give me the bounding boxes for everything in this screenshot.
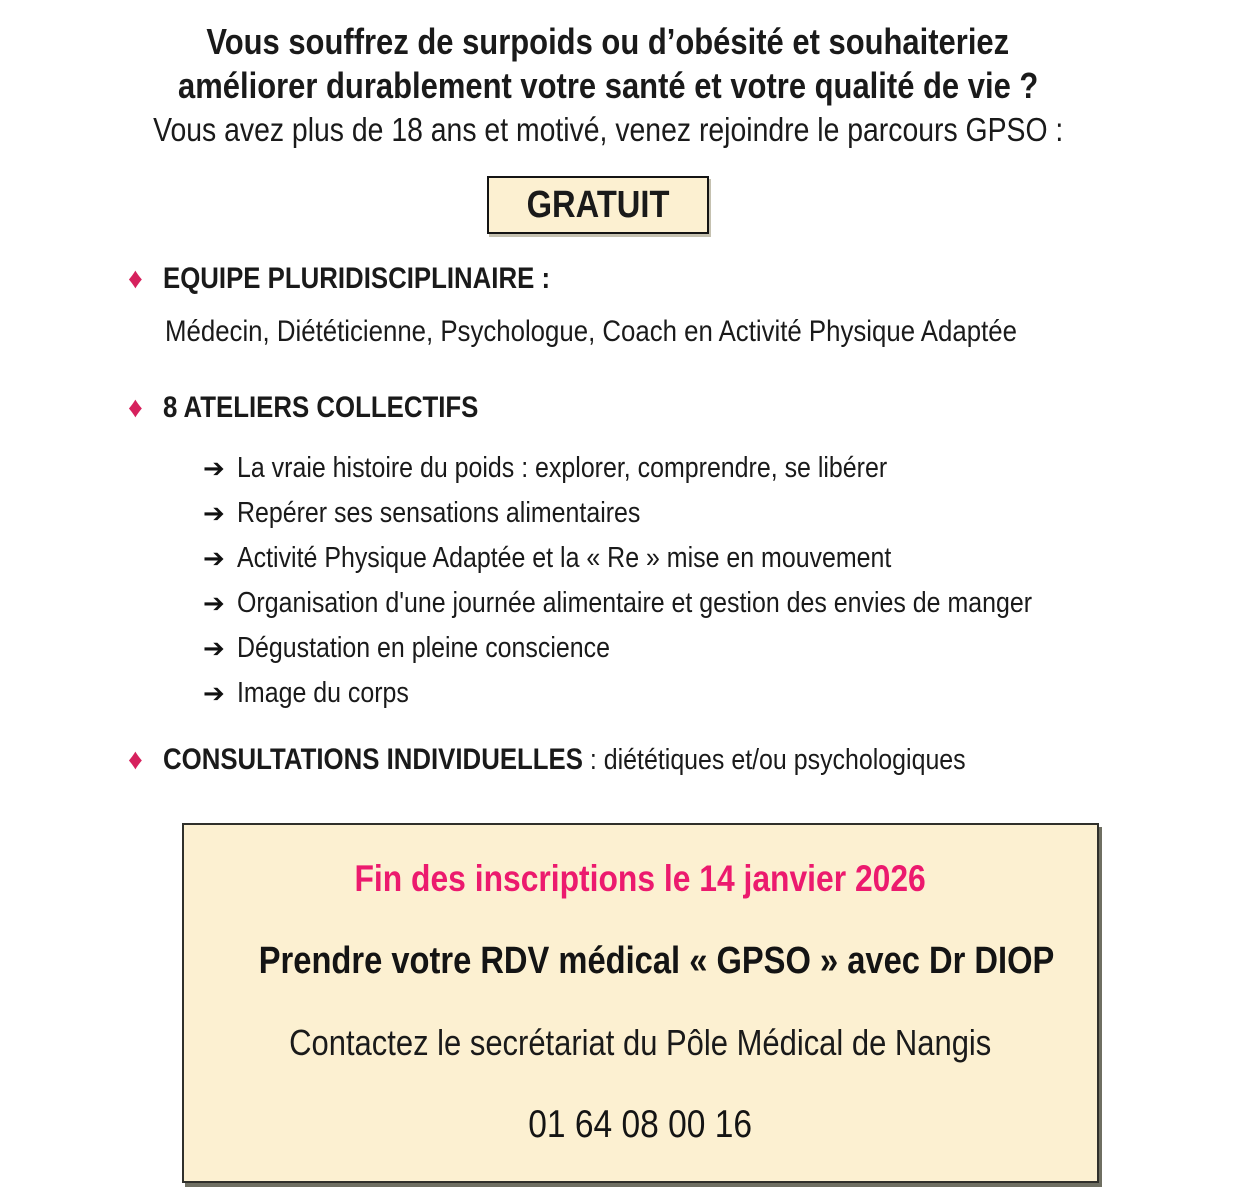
subtitle-text: Vous avez plus de 18 ans et motivé, venez rejoindre le parcours GPSO : <box>152 111 1064 148</box>
list-item <box>203 626 1240 671</box>
workshop-item-text: Dégustation en pleine conscience <box>236 632 610 664</box>
workshop-item-text: Image du corps <box>236 677 409 709</box>
team-members-text: Médecin, Diététicienne, Psychologue, Coach en Activité Physique Adaptée <box>165 315 1017 348</box>
consultations-detail-text: : diététiques et/ou psychologiques <box>582 744 966 776</box>
gratuit-badge-label: GRATUIT <box>526 184 670 226</box>
arrow-icon: ➔ <box>203 678 225 708</box>
list-item <box>203 581 1240 626</box>
arrow-icon: ➔ <box>203 543 225 573</box>
workshop-item-text: Activité Physique Adaptée et la « Re » mise en mouvement <box>236 542 892 574</box>
team-members-line <box>165 315 1240 349</box>
deadline-text: Fin des inscriptions le 14 janvier 2026 <box>354 858 927 899</box>
workshop-item-text: Organisation d'une journée alimentaire et gestion des envies de manger <box>236 587 1032 619</box>
arrow-icon: ➔ <box>203 588 225 618</box>
contact-line <box>194 1023 1087 1063</box>
appointment-text: Prendre votre RDV médical « GPSO » avec Dr DIOP <box>258 940 1055 982</box>
section-consultations-heading <box>128 742 1240 783</box>
title-line-2-text: améliorer durablement votre santé et votre qualité de vie ? <box>177 65 1039 106</box>
list-item <box>203 536 1240 581</box>
content <box>128 262 1240 783</box>
header <box>0 0 1216 152</box>
section-workshops-heading <box>128 391 1240 430</box>
arrow-icon: ➔ <box>203 633 225 663</box>
subtitle <box>0 108 1216 152</box>
diamond-icon: ♦ <box>128 744 143 776</box>
contact-text: Contactez le secrétariat du Pôle Médical de Nangis <box>289 1022 992 1063</box>
team-heading-text: EQUIPE PLURIDISCIPLINAIRE : <box>163 262 551 295</box>
title-line-1 <box>0 20 1216 64</box>
workshop-item-text: Repérer ses sensations alimentaires <box>236 497 641 529</box>
consultations-line <box>163 742 966 783</box>
deadline-line <box>194 859 1087 899</box>
arrow-icon: ➔ <box>203 498 225 528</box>
title-line-2 <box>0 64 1216 108</box>
phone-number <box>194 1105 1087 1145</box>
appointment-line <box>194 941 1087 981</box>
phone-number-text: 01 64 08 00 16 <box>528 1103 753 1146</box>
workshop-item-text: La vraie histoire du poids : explorer, comprendre, se libérer <box>236 452 887 484</box>
list-item <box>203 446 1240 491</box>
consultations-heading-text: CONSULTATIONS INDIVIDUELLES <box>163 743 583 776</box>
arrow-icon: ➔ <box>203 453 225 483</box>
diamond-icon: ♦ <box>128 392 143 424</box>
list-item <box>203 491 1240 536</box>
gratuit-badge <box>487 176 709 234</box>
title-line-1-text: Vous souffrez de surpoids ou d’obésité et souhaiteriez <box>206 21 1010 62</box>
workshops-list <box>128 446 1240 716</box>
section-team-heading <box>128 262 1240 301</box>
diamond-icon: ♦ <box>128 263 143 295</box>
list-item <box>203 671 1240 716</box>
badge-row <box>0 176 1196 236</box>
workshops-heading-text: 8 ATELIERS COLLECTIFS <box>163 391 479 424</box>
info-box <box>182 823 1099 1183</box>
